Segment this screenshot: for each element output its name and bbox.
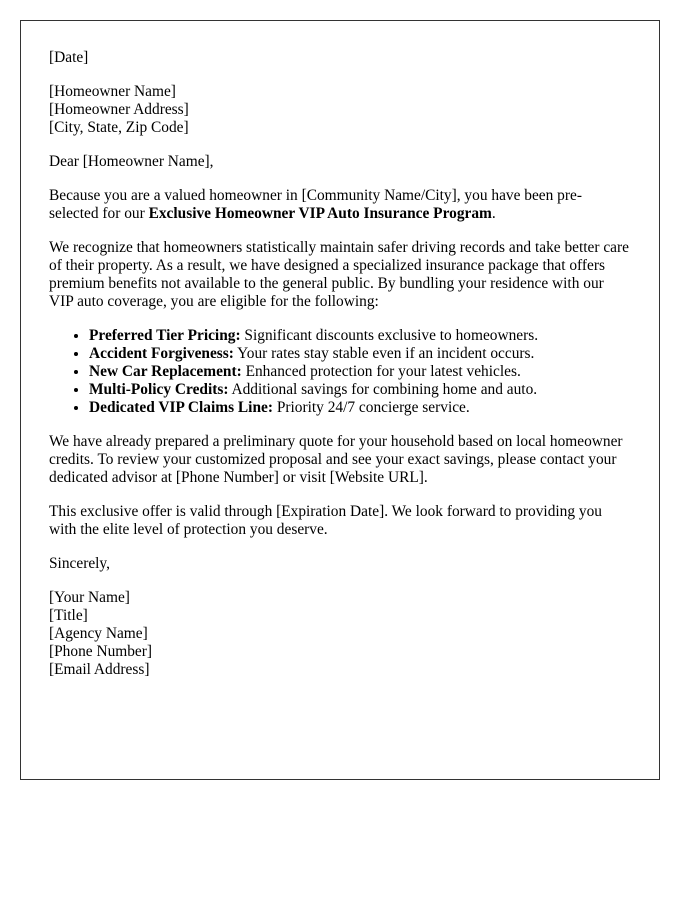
benefit-title: Multi-Policy Credits: (89, 381, 229, 398)
list-item (89, 381, 631, 399)
recipient-name: [Homeowner Name] (49, 83, 176, 100)
signature-name: [Your Name] (49, 589, 130, 606)
benefits-list (49, 327, 631, 417)
letter-date (49, 49, 631, 67)
recognize-paragraph: We recognize that homeowners statistically maintain safer driving records and take better care of their property. As a result, we have designed a specialized insurance package that offers premium benefits not available to the general public. By bundling your residence with our VIP auto coverage, you are eligible for the following: (49, 239, 629, 310)
list-item (89, 345, 631, 363)
program-name: Exclusive Homeowner VIP Auto Insurance Program (148, 205, 492, 222)
list-item (89, 327, 631, 345)
letter-page (20, 20, 660, 780)
benefit-title: New Car Replacement: (89, 363, 242, 380)
benefit-title: Accident Forgiveness: (89, 345, 234, 362)
benefit-text: Significant discounts exclusive to homeowners. (240, 327, 539, 344)
closing: Sincerely, (49, 555, 110, 572)
benefit-title: Dedicated VIP Claims Line: (89, 399, 273, 416)
intro-text-after: . (491, 205, 496, 222)
recipient-city-state-zip: [City, State, Zip Code] (49, 119, 189, 136)
signature-phone: [Phone Number] (49, 643, 153, 660)
list-item (89, 399, 631, 417)
intro-paragraph (49, 187, 631, 223)
benefit-text: Additional savings for combining home and auto. (228, 381, 538, 398)
signature-agency: [Agency Name] (49, 625, 148, 642)
recipient-block (49, 83, 631, 137)
benefit-text: Enhanced protection for your latest vehicles. (241, 363, 521, 380)
signature-title: [Title] (49, 607, 88, 624)
list-item (89, 363, 631, 381)
quote-paragraph: We have already prepared a preliminary quote for your household based on local homeowner credits. To review your customized proposal and see your exact savings, please contact your dedicated advisor at [Phone Number] or visit [Website URL]. (49, 433, 623, 486)
recipient-address: [Homeowner Address] (49, 101, 189, 118)
benefit-text: Priority 24/7 concierge service. (272, 399, 470, 416)
date-text: [Date] (49, 49, 89, 66)
signature-block (49, 589, 631, 679)
salutation: Dear [Homeowner Name], (49, 153, 214, 170)
signature-email: [Email Address] (49, 661, 150, 678)
benefit-title: Preferred Tier Pricing: (89, 327, 241, 344)
intro-text-before: Because you are a valued homeowner in [Community Name/City], you have been pre-selected for our (49, 187, 582, 222)
offer-paragraph: This exclusive offer is valid through [Expiration Date]. We look forward to providing you with the elite level of protection you deserve. (49, 503, 602, 538)
benefit-text: Your rates stay stable even if an incident occurs. (233, 345, 535, 362)
